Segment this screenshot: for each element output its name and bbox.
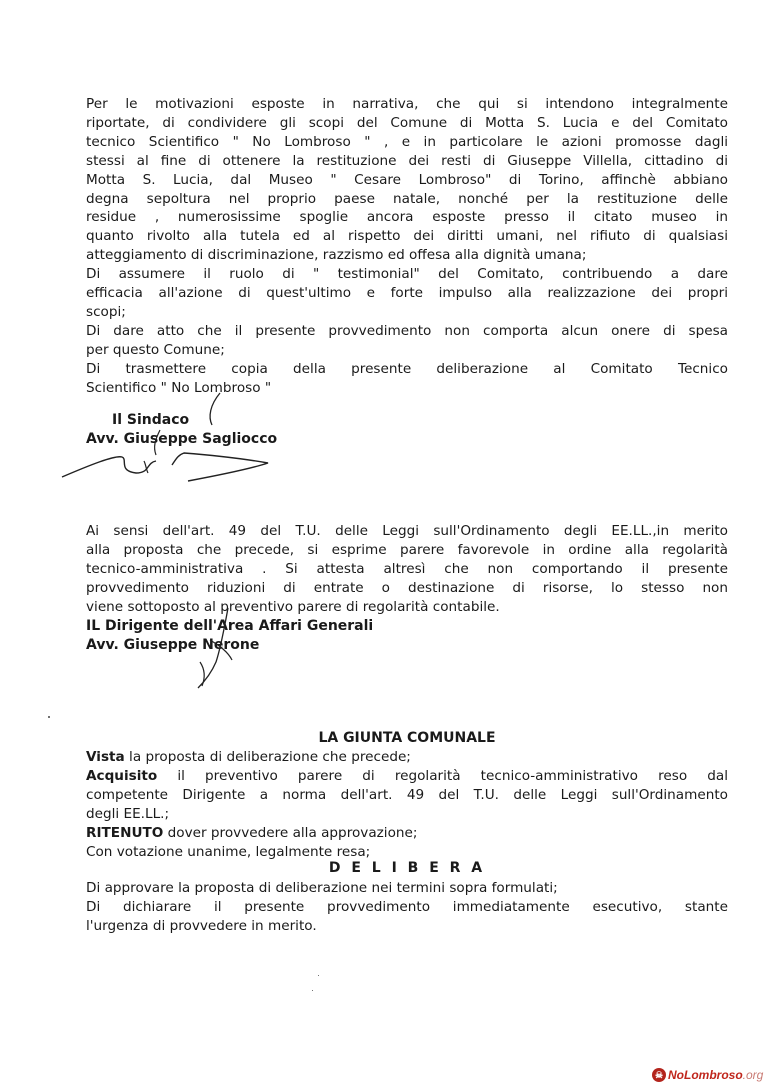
- watermark-prefix: No: [668, 1068, 684, 1082]
- delibera-heading: D E L I B E R A: [328, 860, 486, 876]
- dichiarare-line: Di dichiarare il presente provvedimento immediatamente esecutivo, stante: [86, 898, 728, 915]
- acquisito-line-2: competente Dirigente a norma dell'art. 49 del T.U. delle Leggi sull'Ordinamento: [86, 786, 728, 803]
- intro-line: Per le motivazioni esposte in narrativa, che qui si intendono integralmente: [86, 96, 728, 112]
- intro-line: Scientifico " No Lombroso ": [86, 379, 272, 396]
- vista-line: [86, 748, 728, 767]
- opinion-line: Ai sensi dell'art. 49 del T.U. delle Leggi sull'Ordinamento degli EE.LL.,in merito: [86, 523, 728, 539]
- nolombroso-logo-icon: ☠: [652, 1068, 666, 1082]
- intro-line: Motta S. Lucia, dal Museo " Cesare Lombroso" di Torino, affinchè abbiano: [86, 171, 728, 188]
- intro-line: scopi;: [86, 303, 126, 320]
- intro-line: efficacia all'azione di quest'ultimo e forte impulso alla realizzazione dei propri: [86, 285, 728, 302]
- director-signature: [180, 600, 260, 700]
- giunta-heading: LA GIUNTA COMUNALE: [318, 730, 496, 746]
- acquisito-line: [86, 767, 728, 786]
- vista-text: la proposta di deliberazione che precede;: [124, 749, 411, 765]
- giunta-body: [86, 748, 728, 861]
- intro-line: atteggiamento di discriminazione, razzismo ed offesa alla dignità umana;: [86, 247, 587, 264]
- mayor-name: Avv. Giuseppe Sagliocco: [86, 431, 278, 447]
- acquisito-text: il preventivo parere di regolarità tecnico-amministrativo reso dal: [157, 767, 728, 784]
- intro-line: residue , numerosissime spoglie ancora esposte presso il citato museo in: [86, 209, 728, 226]
- opinion-line: viene sottoposto al preventivo parere di regolarità contabile.: [86, 598, 500, 615]
- scan-speck: [48, 716, 50, 718]
- nolombroso-watermark: [652, 1066, 763, 1084]
- mayor-signature: [60, 385, 280, 485]
- approvare-line: Di approvare la proposta di deliberazione nei termini sopra formulati;: [86, 880, 558, 896]
- ritenuto-line: [86, 824, 728, 843]
- vista-label: Vista: [86, 749, 125, 765]
- intro-line: per questo Comune;: [86, 341, 225, 358]
- intro-line: Di trasmettere copia della presente deliberazione al Comitato Tecnico: [86, 360, 728, 377]
- watermark-word: Lombroso: [684, 1068, 743, 1082]
- scan-speck: [318, 975, 319, 976]
- opinion-line: alla proposta che precede, si esprime parere favorevole in ordine alla regolarità: [86, 541, 728, 558]
- ritenuto-text: dover provvedere alla approvazione;: [163, 824, 418, 841]
- intro-line: degna sepoltura nel proprio paese natale, nonché per la restituzione delle: [86, 190, 728, 207]
- director-name: Avv. Giuseppe Nerone: [86, 637, 260, 653]
- intro-line: stessi al fine di ottenere la restituzione dei resti di Giuseppe Villella, cittadino di: [86, 152, 728, 169]
- intro-line: Di dare atto che il presente provvedimento non comporta alcun onere di spesa: [86, 322, 728, 339]
- opinion-line: provvedimento riduzioni di entrate o destinazione di risorse, lo stesso non: [86, 579, 728, 596]
- acquisito-label: Acquisito: [86, 767, 158, 784]
- watermark-tld: .org: [742, 1068, 764, 1082]
- director-title: IL Dirigente dell'Area Affari Generali: [86, 618, 374, 634]
- intro-line: tecnico Scientifico " No Lombroso " , e in particolare le azioni promosse dagli: [86, 133, 728, 150]
- votazione-line: Con votazione unanime, legalmente resa;: [86, 843, 371, 860]
- intro-line: riportate, di condividere gli scopi del Comune di Motta S. Lucia e del Comitato: [86, 114, 728, 131]
- ritenuto-label: RITENUTO: [86, 824, 164, 841]
- delibera-body: [86, 879, 728, 936]
- mayor-title: Il Sindaco: [112, 412, 190, 428]
- intro-line: quanto rivolto alla tutela ed al rispetto dei diritti umani, nel rifiuto di qualsiasi: [86, 228, 728, 245]
- intro-line: Di assumere il ruolo di " testimonial" del Comitato, contribuendo a dare: [86, 266, 728, 283]
- acquisito-line-3: degli EE.LL.;: [86, 805, 170, 822]
- intro-paragraph: [86, 95, 728, 398]
- scan-speck: [312, 990, 313, 991]
- dichiarare-line-2: l'urgenza di provvedere in merito.: [86, 917, 317, 934]
- opinion-line: tecnico-amministrativa . Si attesta altresì che non comportando il presente: [86, 560, 728, 577]
